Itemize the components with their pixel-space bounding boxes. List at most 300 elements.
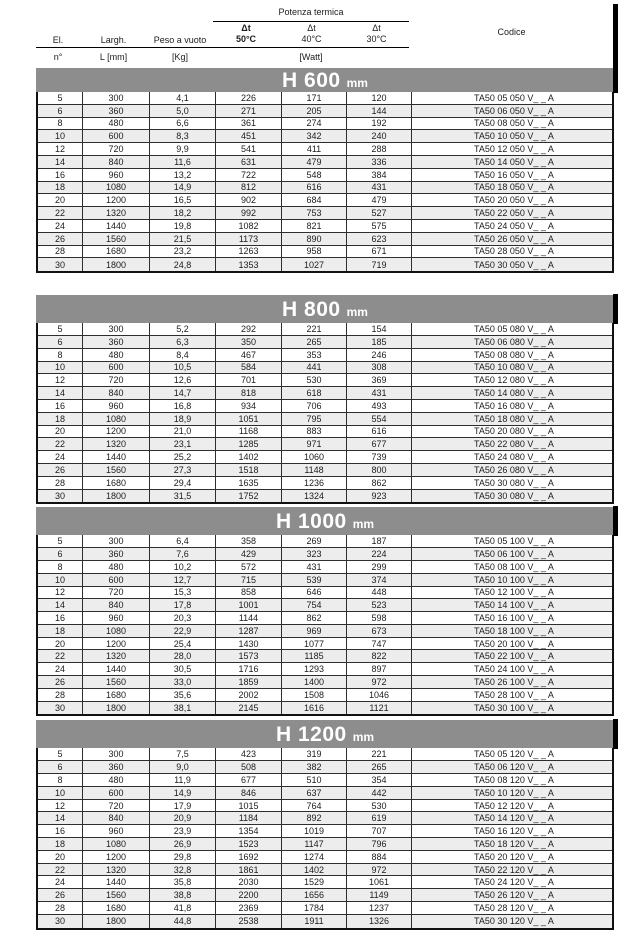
watt40-cell: 1400 <box>281 676 346 688</box>
largh-cell: 1800 <box>82 915 149 928</box>
table-row <box>38 625 612 638</box>
watt30-cell: 431 <box>346 182 411 194</box>
el-cell: 28 <box>54 477 65 488</box>
el-cell: 6 <box>57 336 63 347</box>
dt40-label: 40°C <box>301 34 322 44</box>
watt30-cell: 897 <box>346 663 411 675</box>
table-row <box>38 702 612 715</box>
watt50-cell: 934 <box>215 400 281 412</box>
watt50-cell: 2002 <box>215 689 281 701</box>
sections-container <box>36 68 614 930</box>
codice-cell: TA50 26 050 V_ _ A <box>411 233 616 245</box>
watt50-cell: 812 <box>215 182 281 194</box>
el-cell: 30 <box>54 259 65 270</box>
watt40-cell: 753 <box>281 207 346 219</box>
codice-cell: TA50 18 120 V_ _ A <box>411 838 616 850</box>
watt50-cell: 1082 <box>215 220 281 232</box>
peso-cell: 20,3 <box>149 612 215 624</box>
watt40-cell: 1529 <box>281 876 346 888</box>
watt30-cell: 527 <box>346 207 411 219</box>
codice-cell: TA50 12 080 V_ _ A <box>411 374 616 386</box>
el-cell: 18 <box>54 838 65 849</box>
codice-cell: TA50 08 120 V_ _ A <box>411 774 616 786</box>
table-row <box>38 362 612 375</box>
table-row <box>38 689 612 702</box>
height-section <box>36 720 614 929</box>
el-cell: 22 <box>54 864 65 875</box>
largh-cell: 300 <box>82 323 149 335</box>
codice-cell: TA50 16 080 V_ _ A <box>411 400 616 412</box>
peso-cell: 7,5 <box>149 748 215 760</box>
watt40-cell: 1616 <box>281 702 346 715</box>
watt40-cell: 205 <box>281 105 346 117</box>
section-title: H 800 <box>282 297 341 321</box>
peso-cell: 13,2 <box>149 169 215 181</box>
el-cell: 30 <box>54 703 65 714</box>
largh-cell: 480 <box>82 561 149 573</box>
watt40-cell: 1274 <box>281 851 346 863</box>
watt50-cell: 1752 <box>215 490 281 503</box>
table-row <box>38 92 612 105</box>
codice-cell: TA50 08 050 V_ _ A <box>411 118 616 130</box>
peso-cell: 38,8 <box>149 889 215 901</box>
largh-cell: 480 <box>82 349 149 361</box>
peso-cell: 6,4 <box>149 535 215 547</box>
col-header-dt30 <box>344 19 409 46</box>
codice-cell: TA50 24 050 V_ _ A <box>411 220 616 232</box>
dt30-label: 30°C <box>366 34 387 44</box>
codice-cell: TA50 24 080 V_ _ A <box>411 451 616 463</box>
table-row <box>38 349 612 362</box>
peso-cell: 30,5 <box>149 663 215 675</box>
largh-cell: 1800 <box>82 490 149 503</box>
col-header-dt40 <box>279 19 344 46</box>
potenza-termica-header: Potenza termica <box>213 7 409 22</box>
watt30-cell: 796 <box>346 838 411 850</box>
watt50-cell: 2538 <box>215 915 281 928</box>
codice-cell: TA50 30 120 V_ _ A <box>411 915 616 928</box>
watt50-cell: 715 <box>215 574 281 586</box>
right-edge-bar <box>613 4 618 68</box>
peso-cell: 20,9 <box>149 812 215 824</box>
el-cell: 16 <box>54 169 65 180</box>
watt30-cell: 442 <box>346 787 411 799</box>
section-table-body <box>36 323 614 504</box>
table-row <box>38 761 612 774</box>
codice-cell: TA50 08 100 V_ _ A <box>411 561 616 573</box>
peso-cell: 17,8 <box>149 599 215 611</box>
el-cell: 12 <box>54 587 65 598</box>
watt50-cell: 2200 <box>215 889 281 901</box>
watt30-cell: 800 <box>346 464 411 476</box>
table-row <box>38 143 612 156</box>
watt50-cell: 358 <box>215 535 281 547</box>
watt40-cell: 1784 <box>281 902 346 914</box>
largh-cell: 960 <box>82 825 149 837</box>
table-row <box>38 851 612 864</box>
largh-cell: 1080 <box>82 182 149 194</box>
table-row <box>38 130 612 143</box>
watt50-cell: 2145 <box>215 702 281 715</box>
table-row <box>38 233 612 246</box>
table-row <box>38 812 612 825</box>
watt50-cell: 677 <box>215 774 281 786</box>
watt30-cell: 185 <box>346 336 411 348</box>
peso-cell: 16,8 <box>149 400 215 412</box>
table-row <box>38 387 612 400</box>
watt40-cell: 764 <box>281 800 346 812</box>
watt40-cell: 382 <box>281 761 346 773</box>
watt40-cell: 431 <box>281 561 346 573</box>
el-cell: 30 <box>54 490 65 501</box>
peso-cell: 8,3 <box>149 130 215 142</box>
watt50-cell: 1001 <box>215 599 281 611</box>
peso-cell: 10,2 <box>149 561 215 573</box>
watt40-cell: 342 <box>281 130 346 142</box>
watt40-cell: 1293 <box>281 663 346 675</box>
watt30-cell: 299 <box>346 561 411 573</box>
el-cell: 22 <box>54 208 65 219</box>
el-cell: 14 <box>54 156 65 167</box>
largh-cell: 600 <box>82 130 149 142</box>
largh-cell: 600 <box>82 787 149 799</box>
largh-cell: 840 <box>82 387 149 399</box>
watt30-cell: 479 <box>346 194 411 206</box>
codice-cell: TA50 06 050 V_ _ A <box>411 105 616 117</box>
peso-cell: 5,0 <box>149 105 215 117</box>
peso-cell: 26,9 <box>149 838 215 850</box>
banner-right-cap <box>613 67 618 93</box>
watt50-cell: 1285 <box>215 438 281 450</box>
largh-cell: 300 <box>82 92 149 104</box>
codice-cell: TA50 16 120 V_ _ A <box>411 825 616 837</box>
watt40-cell: 706 <box>281 400 346 412</box>
watt30-cell: 972 <box>346 676 411 688</box>
watt30-cell: 598 <box>346 612 411 624</box>
largh-cell: 1560 <box>82 233 149 245</box>
watt40-cell: 221 <box>281 323 346 335</box>
codice-cell: TA50 22 120 V_ _ A <box>411 864 616 876</box>
el-cell: 20 <box>54 195 65 206</box>
watt50-cell: 631 <box>215 156 281 168</box>
peso-cell: 14,9 <box>149 182 215 194</box>
watt30-cell: 265 <box>346 761 411 773</box>
watt30-cell: 224 <box>346 548 411 560</box>
codice-cell: TA50 10 050 V_ _ A <box>411 130 616 142</box>
watt30-cell: 972 <box>346 864 411 876</box>
codice-cell: TA50 28 100 V_ _ A <box>411 689 616 701</box>
watt30-cell: 616 <box>346 426 411 438</box>
peso-cell: 22,9 <box>149 625 215 637</box>
codice-cell: TA50 18 050 V_ _ A <box>411 182 616 194</box>
el-cell: 6 <box>57 105 63 116</box>
largh-cell: 360 <box>82 105 149 117</box>
watt50-cell: 722 <box>215 169 281 181</box>
codice-cell: TA50 10 080 V_ _ A <box>411 362 616 374</box>
peso-cell: 9,9 <box>149 143 215 155</box>
codice-cell: TA50 14 120 V_ _ A <box>411 812 616 824</box>
largh-cell: 1800 <box>82 258 149 271</box>
el-cell: 5 <box>57 324 63 335</box>
watt40-cell: 795 <box>281 413 346 425</box>
largh-cell: 300 <box>82 535 149 547</box>
watt50-cell: 902 <box>215 194 281 206</box>
watt30-cell: 1046 <box>346 689 411 701</box>
codice-cell: TA50 05 120 V_ _ A <box>411 748 616 760</box>
table-row <box>38 876 612 889</box>
watt30-cell: 336 <box>346 156 411 168</box>
codice-cell: TA50 20 120 V_ _ A <box>411 851 616 863</box>
largh-cell: 1320 <box>82 207 149 219</box>
el-cell: 14 <box>54 388 65 399</box>
peso-cell: 35,6 <box>149 689 215 701</box>
watt30-cell: 154 <box>346 323 411 335</box>
section-banner <box>36 720 614 748</box>
peso-cell: 27,3 <box>149 464 215 476</box>
watt30-cell: 374 <box>346 574 411 586</box>
watt50-cell: 2369 <box>215 902 281 914</box>
watt40-cell: 265 <box>281 336 346 348</box>
watt30-cell: 923 <box>346 490 411 503</box>
peso-cell: 18,2 <box>149 207 215 219</box>
peso-cell: 17,9 <box>149 800 215 812</box>
col-header-el: El. <box>52 35 64 45</box>
section-banner <box>36 68 614 92</box>
watt40-cell: 441 <box>281 362 346 374</box>
peso-cell: 21,0 <box>149 426 215 438</box>
table-row <box>38 574 612 587</box>
codice-cell: TA50 05 100 V_ _ A <box>411 535 616 547</box>
watt40-cell: 1147 <box>281 838 346 850</box>
peso-cell: 6,3 <box>149 336 215 348</box>
codice-cell: TA50 26 100 V_ _ A <box>411 676 616 688</box>
table-row <box>38 902 612 915</box>
table-row <box>38 336 612 349</box>
el-cell: 22 <box>54 651 65 662</box>
largh-cell: 1440 <box>82 876 149 888</box>
watt50-cell: 1287 <box>215 625 281 637</box>
largh-cell: 1440 <box>82 451 149 463</box>
section-table-body <box>36 535 614 716</box>
section-unit-label: mm <box>346 305 368 320</box>
peso-cell: 29,4 <box>149 477 215 489</box>
peso-cell: 12,6 <box>149 374 215 386</box>
peso-cell: 41,8 <box>149 902 215 914</box>
largh-cell: 840 <box>82 599 149 611</box>
watt40-cell: 1148 <box>281 464 346 476</box>
watt40-cell: 1185 <box>281 650 346 662</box>
largh-cell: 1560 <box>82 464 149 476</box>
el-cell: 8 <box>57 118 63 129</box>
banner-right-cap <box>613 294 618 324</box>
watt30-cell: 623 <box>346 233 411 245</box>
largh-cell: 360 <box>82 761 149 773</box>
el-cell: 8 <box>57 561 63 572</box>
peso-cell: 7,6 <box>149 548 215 560</box>
largh-cell: 1440 <box>82 663 149 675</box>
el-cell: 6 <box>57 549 63 559</box>
watt50-cell: 1173 <box>215 233 281 245</box>
largh-cell: 1200 <box>82 851 149 863</box>
unit-header-row <box>36 48 614 66</box>
watt50-cell: 2030 <box>215 876 281 888</box>
watt50-cell: 1573 <box>215 650 281 662</box>
codice-cell: TA50 16 050 V_ _ A <box>411 169 616 181</box>
spec-table <box>36 5 614 933</box>
watt30-cell: 431 <box>346 387 411 399</box>
watt40-cell: 958 <box>281 246 346 258</box>
unit-largh: L [mm] <box>99 52 128 62</box>
watt30-cell: 530 <box>346 800 411 812</box>
codice-cell: TA50 18 080 V_ _ A <box>411 413 616 425</box>
banner-right-cap <box>613 506 618 536</box>
codice-cell: TA50 20 100 V_ _ A <box>411 638 616 650</box>
el-cell: 5 <box>57 536 63 547</box>
watt30-cell: 120 <box>346 92 411 104</box>
codice-cell: TA50 22 100 V_ _ A <box>411 650 616 662</box>
watt30-cell: 1149 <box>346 889 411 901</box>
peso-cell: 21,5 <box>149 233 215 245</box>
watt40-cell: 353 <box>281 349 346 361</box>
table-row <box>38 477 612 490</box>
table-row <box>38 787 612 800</box>
table-row <box>38 612 612 625</box>
el-cell: 20 <box>54 851 65 862</box>
dt50-label: 50°C <box>235 34 257 44</box>
table-row <box>38 915 612 928</box>
peso-cell: 14,9 <box>149 787 215 799</box>
codice-cell: TA50 30 080 V_ _ A <box>411 490 616 503</box>
el-cell: 5 <box>57 749 63 760</box>
largh-cell: 1080 <box>82 838 149 850</box>
watt50-cell: 541 <box>215 143 281 155</box>
codice-cell: TA50 20 050 V_ _ A <box>411 194 616 206</box>
largh-cell: 1680 <box>82 689 149 701</box>
codice-cell: TA50 12 050 V_ _ A <box>411 143 616 155</box>
watt50-cell: 467 <box>215 349 281 361</box>
largh-cell: 1560 <box>82 889 149 901</box>
largh-cell: 1320 <box>82 438 149 450</box>
largh-cell: 960 <box>82 612 149 624</box>
peso-cell: 10,5 <box>149 362 215 374</box>
watt50-cell: 584 <box>215 362 281 374</box>
banner-right-cap <box>613 719 618 749</box>
peso-cell: 11,9 <box>149 774 215 786</box>
codice-cell: TA50 30 050 V_ _ A <box>411 258 616 271</box>
el-cell: 24 <box>54 877 65 888</box>
watt40-cell: 479 <box>281 156 346 168</box>
codice-cell: TA50 30 080 V_ _ A <box>411 477 616 489</box>
table-row <box>38 548 612 561</box>
watt40-cell: 411 <box>281 143 346 155</box>
largh-cell: 1320 <box>82 864 149 876</box>
section-unit-label: mm <box>352 730 375 745</box>
el-cell: 28 <box>54 246 65 257</box>
el-cell: 24 <box>54 452 65 463</box>
peso-cell: 23,1 <box>149 438 215 450</box>
largh-cell: 480 <box>82 118 149 130</box>
unit-el: n° <box>53 52 63 62</box>
watt30-cell: 240 <box>346 130 411 142</box>
peso-cell: 12,7 <box>149 574 215 586</box>
largh-cell: 960 <box>82 169 149 181</box>
table-row <box>38 800 612 813</box>
el-cell: 18 <box>54 182 65 193</box>
watt30-cell: 619 <box>346 812 411 824</box>
watt40-cell: 1656 <box>281 889 346 901</box>
codice-cell: TA50 28 120 V_ _ A <box>411 902 616 914</box>
largh-cell: 1560 <box>82 676 149 688</box>
watt30-cell: 187 <box>346 535 411 547</box>
watt40-cell: 1402 <box>281 864 346 876</box>
el-cell: 16 <box>54 612 65 623</box>
el-cell: 10 <box>54 362 65 373</box>
table-row <box>38 258 612 271</box>
watt40-cell: 530 <box>281 374 346 386</box>
watt40-cell: 754 <box>281 599 346 611</box>
largh-cell: 840 <box>82 156 149 168</box>
codice-cell: TA50 06 100 V_ _ A <box>411 548 616 560</box>
table-row <box>38 194 612 207</box>
watt40-cell: 862 <box>281 612 346 624</box>
codice-cell: TA50 06 120 V_ _ A <box>411 761 616 773</box>
peso-cell: 9,0 <box>149 761 215 773</box>
codice-cell: TA50 14 080 V_ _ A <box>411 387 616 399</box>
watt50-cell: 1354 <box>215 825 281 837</box>
el-cell: 18 <box>54 625 65 636</box>
largh-cell: 300 <box>82 748 149 760</box>
watt40-cell: 510 <box>281 774 346 786</box>
watt50-cell: 701 <box>215 374 281 386</box>
watt30-cell: 707 <box>346 825 411 837</box>
unit-watt: [Watt] <box>299 52 323 62</box>
watt40-cell: 1911 <box>281 915 346 928</box>
table-row <box>38 638 612 651</box>
section-title: H 1000 <box>275 509 347 533</box>
table-row <box>38 207 612 220</box>
codice-cell: TA50 10 120 V_ _ A <box>411 787 616 799</box>
watt40-cell: 883 <box>281 426 346 438</box>
col-header-codice: Codice <box>497 27 526 37</box>
watt40-cell: 1508 <box>281 689 346 701</box>
watt30-cell: 1061 <box>346 876 411 888</box>
watt40-cell: 319 <box>281 748 346 760</box>
watt30-cell: 862 <box>346 477 411 489</box>
table-header <box>36 5 614 68</box>
section-table-body <box>36 92 614 273</box>
table-row <box>38 587 612 600</box>
watt50-cell: 1184 <box>215 812 281 824</box>
watt50-cell: 1859 <box>215 676 281 688</box>
codice-cell: TA50 22 050 V_ _ A <box>411 207 616 219</box>
section-table-body <box>36 748 614 929</box>
table-row <box>38 490 612 503</box>
el-cell: 12 <box>54 144 65 155</box>
el-cell: 26 <box>54 676 65 687</box>
peso-cell: 35,8 <box>149 876 215 888</box>
col-header-largh: Largh. <box>100 35 127 45</box>
peso-cell: 23,9 <box>149 825 215 837</box>
table-row <box>38 323 612 336</box>
watt50-cell: 423 <box>215 748 281 760</box>
watt30-cell: 747 <box>346 638 411 650</box>
watt50-cell: 226 <box>215 92 281 104</box>
table-row <box>38 374 612 387</box>
el-cell: 14 <box>54 813 65 824</box>
watt40-cell: 269 <box>281 535 346 547</box>
codice-cell: TA50 14 050 V_ _ A <box>411 156 616 168</box>
unit-peso: [Kg] <box>171 52 188 62</box>
